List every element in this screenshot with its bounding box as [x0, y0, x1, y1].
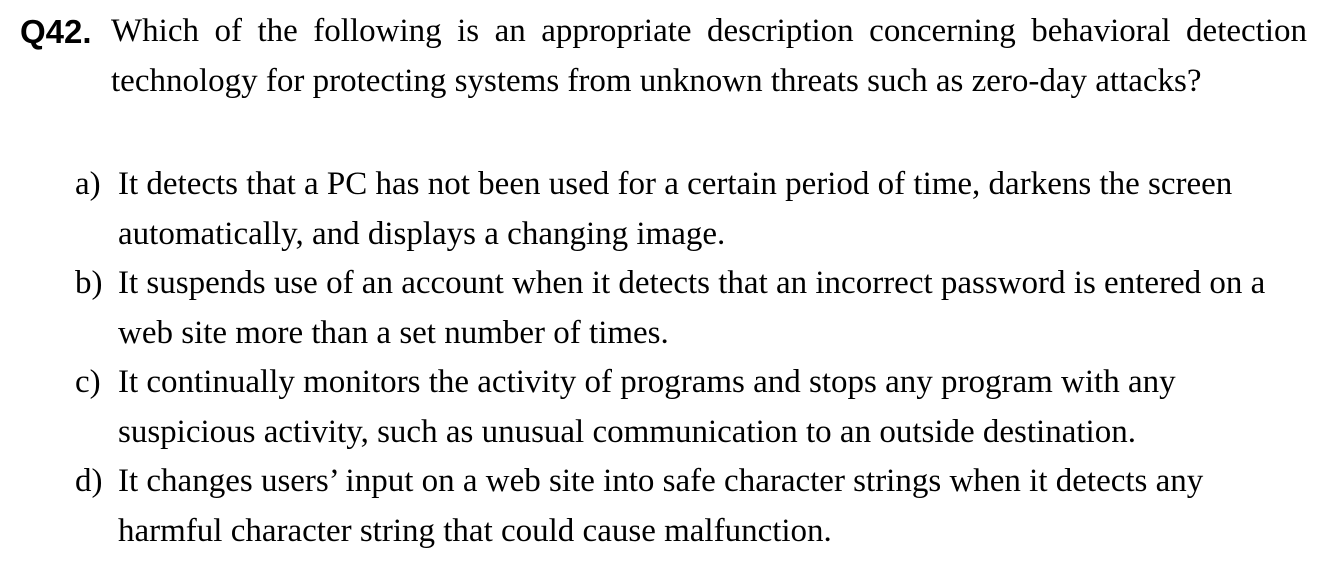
- question-number: Q42.: [20, 13, 92, 50]
- option-d: [0, 457, 1330, 556]
- option-a-label: a): [75, 166, 101, 202]
- option-a-line-2: automatically, and displays a changing image.: [118, 215, 726, 252]
- option-b-line-1: It suspends use of an account when it detects that an incorrect password is entered on a: [118, 265, 1266, 301]
- option-c-line-1: It continually monitors the activity of programs and stops any program with any: [118, 364, 1176, 400]
- question-line-1: Which of the following is an appropriate description concerning behavioral detection: [111, 13, 1307, 49]
- options-list: [0, 160, 1330, 556]
- question-block: [0, 7, 1330, 106]
- option-d-line-2: harmful character string that could cause malfunction.: [118, 512, 832, 549]
- option-d-line-1: It changes users’ input on a web site into safe character strings when it detects any: [118, 463, 1204, 499]
- option-b-line-2: web site more than a set number of times.: [118, 314, 669, 351]
- option-c: [0, 358, 1330, 457]
- option-d-text: [118, 457, 1330, 556]
- option-c-text: [118, 358, 1330, 457]
- option-c-line-2: suspicious activity, such as unusual communication to an outside destination.: [118, 413, 1136, 450]
- option-d-label: d): [75, 463, 103, 499]
- option-b-text: [118, 259, 1330, 358]
- option-b: [0, 259, 1330, 358]
- option-a-text: [118, 160, 1330, 259]
- option-a-line-1: It detects that a PC has not been used for a certain period of time, darkens the screen: [118, 166, 1233, 202]
- question-line-2: technology for protecting systems from unknown threats such as zero-day attacks?: [111, 62, 1202, 99]
- option-b-label: b): [75, 265, 103, 301]
- option-a: [0, 160, 1330, 259]
- question-text: [111, 7, 1307, 106]
- option-c-label: c): [75, 364, 101, 400]
